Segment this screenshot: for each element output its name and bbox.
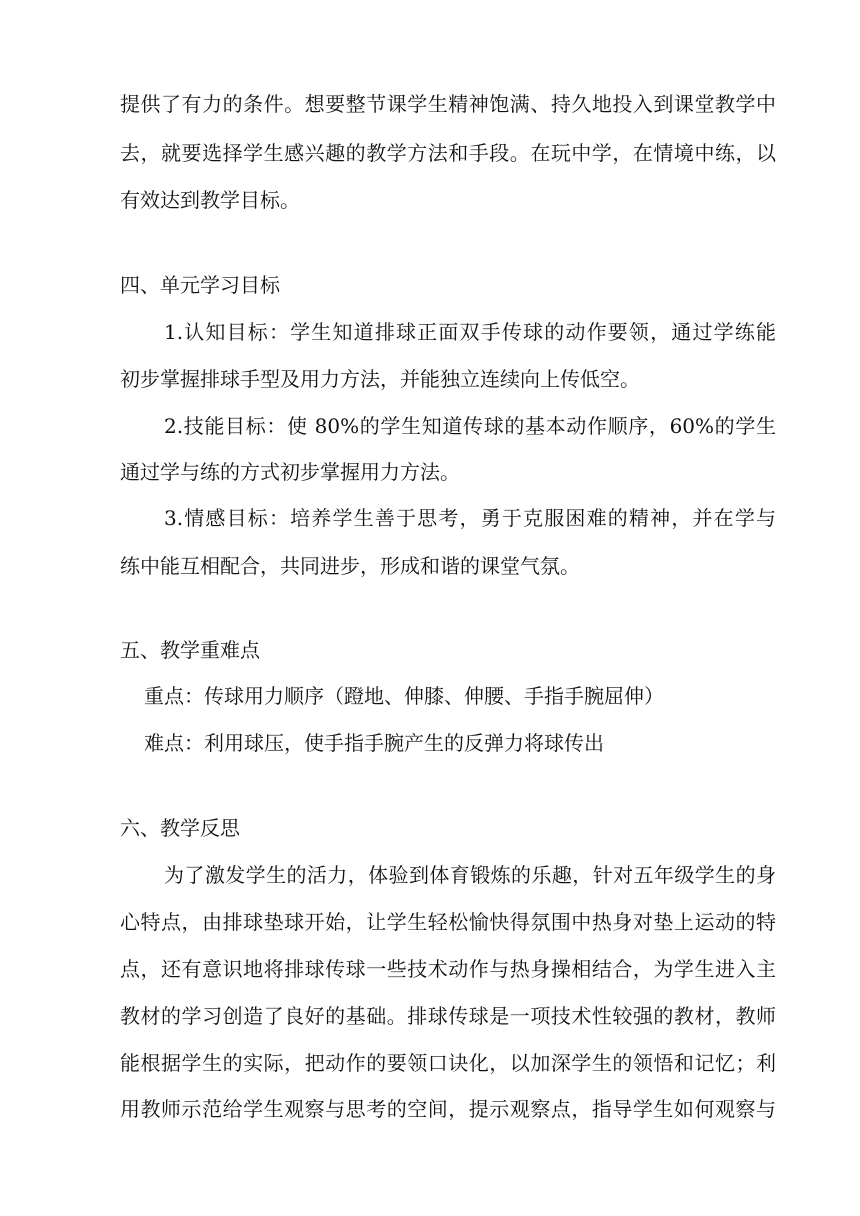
section4-line-3: 2.技能目标：使 80%的学生知道传球的基本动作顺序，60%的学生 [164,414,776,438]
section6-line-6: 用教师示范给学生观察与思考的空间，提示观察点，指导学生如何观察与 [120,1097,776,1121]
section6-heading: 六、教学反思 [120,816,240,840]
section5-heading: 五、教学重难点 [120,638,260,662]
section4-line-5: 3.情感目标：培养学生善于思考，勇于克服困难的精神，并在学与 [164,506,776,530]
section6-line-5: 能根据学生的实际，把动作的要领口诀化，以加深学生的领悟和记忆；利 [120,1051,776,1075]
section6-line-2: 心特点，由排球垫球开始，让学生轻松愉快得氛围中热身对垫上运动的特 [120,910,776,934]
intro-line-1: 提供了有力的条件。想要整节课学生精神饱满、持久地投入到课堂教学中 [120,92,776,116]
section5-key-point: 重点：传球用力顺序（蹬地、伸膝、伸腰、手指手腕屈伸） [144,684,664,708]
section6-line-4: 教材的学习创造了良好的基础。排球传球是一项技术性较强的教材，教师 [120,1004,776,1028]
section6-line-3: 点，还有意识地将排球传球一些技术动作与热身操相结合，为学生进入主 [120,957,776,981]
intro-line-2: 去，就要选择学生感兴趣的教学方法和手段。在玩中学，在情境中练，以 [120,141,776,165]
section4-line-2: 初步掌握排球手型及用力方法，并能独立连续向上传低空。 [120,367,640,391]
section4-heading: 四、单元学习目标 [120,273,280,297]
section4-line-6: 练中能互相配合，共同进步，形成和谐的课堂气氛。 [120,554,580,578]
section6-line-1: 为了激发学生的活力，体验到体育锻炼的乐趣，针对五年级学生的身 [164,863,776,887]
section5-difficult-point: 难点：利用球压，使手指手腕产生的反弹力将球传出 [144,731,604,755]
intro-line-3: 有效达到教学目标。 [120,188,300,212]
section4-line-4: 通过学与练的方式初步掌握用力方法。 [120,460,460,484]
section4-line-1: 1.认知目标：学生知道排球正面双手传球的动作要领，通过学练能 [164,320,776,344]
